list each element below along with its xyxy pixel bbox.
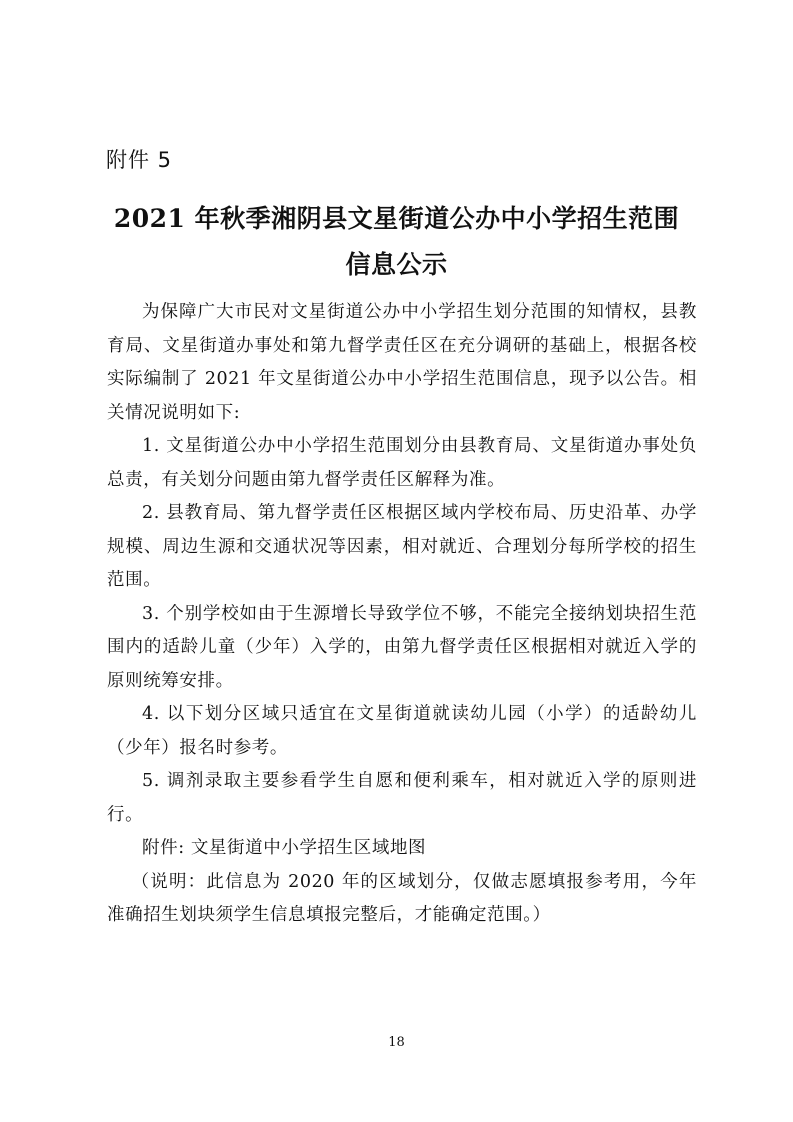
document-title-line-1: 2021 年秋季湘阴县文星街道公办中小学招生范围 <box>113 204 680 233</box>
document-title-line-2: 信息公示 <box>345 250 448 279</box>
item-2-paragraph: 2. 县教育局、第九督学责任区根据区域内学校布局、历史沿革、办学规模、周边生源和交通状况等因素，相对就近、合理划分每所学校的招生范围。 <box>107 503 697 590</box>
item-5-paragraph: 5. 调剂录取主要参看学生自愿和便利乘车，相对就近入学的原则进行。 <box>107 771 697 825</box>
attachment-reference: 附件: 文星街道中小学招生区域地图 <box>142 838 427 858</box>
note-paragraph: （说明：此信息为 2020 年的区域划分，仅做志愿填报参考用，今年准确招生划块须学生信息填报完整后，才能确定范围。） <box>107 871 697 925</box>
item-1-paragraph: 1. 文星街道公办中小学招生范围划分由县教育局、文星街道办事处负总责，有关划分问题由第九督学责任区解释为准。 <box>107 436 697 490</box>
attachment-label: 附件 5 <box>106 148 173 172</box>
item-4-paragraph: 4. 以下划分区域只适宜在文星街道就读幼儿园（小学）的适龄幼儿（少年）报名时参考。 <box>107 704 697 758</box>
page-number: 18 <box>388 1035 405 1050</box>
document-body <box>107 296 697 933</box>
item-3-paragraph: 3. 个别学校如由于生源增长导致学位不够，不能完全接纳划块招生范围内的适龄儿童（少年）入学的，由第九督学责任区根据相对就近入学的原则统筹安排。 <box>107 603 697 691</box>
intro-paragraph: 为保障广大市民对文星街道公办中小学招生划分范围的知情权，县教育局、文星街道办事处和第九督学责任区在充分调研的基础上，根据各校实际编制了 2021 年文星街道公办中小学招生范围信息，现予以公告。相关情况说明如下: <box>107 302 697 423</box>
